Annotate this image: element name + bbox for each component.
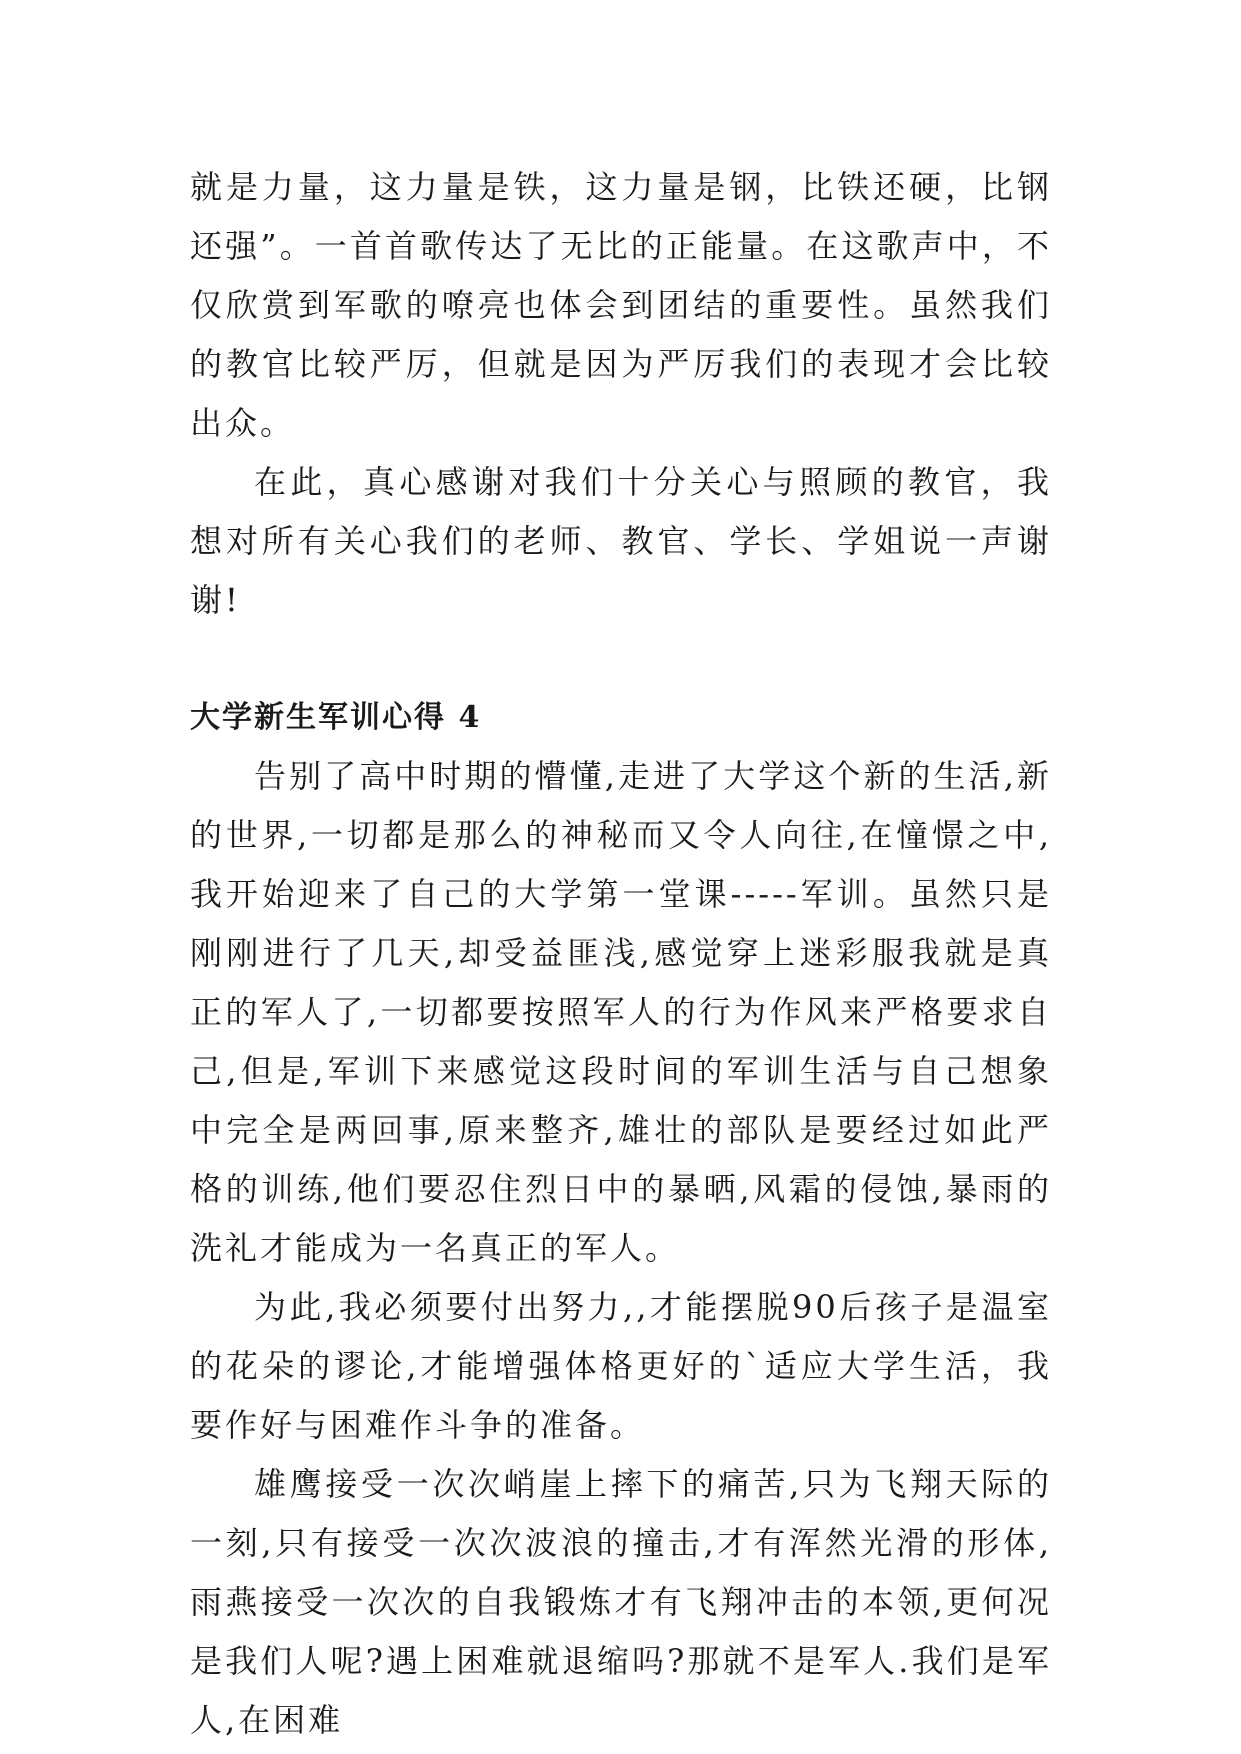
paragraph-effort: 为此,我必须要付出努力,,才能摆脱90后孩子是温室的花朵的谬论,才能增强体格更好的`适应大学生活，我要作好与困难作斗争的准备。 [190,1288,1052,1444]
paragraph-intro: 告别了高中时期的懵懂,走进了大学这个新的生活,新的世界,一切都是那么的神秘而又令人向往,在憧憬之中,我开始迎来了自己的大学第一堂课-----军训。虽然只是刚刚进行了几天,却受益匪浅,感觉穿上迷彩服我就是真正的军人了,一切都要按照军人的行为作风来严格要求自己,但是,军训下来感觉这段时间的军训生活与自己想象中完全是两回事,原来整齐,雄壮的部队是要经过如此严格的训练,他们要忍住烈日中的暴晒,风霜的侵蚀,暴雨的洗礼才能成为一名真正的军人。 [190,757,1052,1267]
document-page [190,158,1052,1750]
paragraph-eagle: 雄鹰接受一次次峭崖上摔下的痛苦,只为飞翔天际的一刻,只有接受一次次波浪的撞击,才有浑然光滑的形体,雨燕接受一次次的自我锻炼才有飞翔冲击的本领,更何况是我们人呢?遇上困难就退缩吗?那就不是军人.我们是军人,在困难 [190,1465,1052,1739]
paragraph-continuation: 就是力量，这力量是铁，这力量是钢，比铁还硬，比钢还强”。一首首歌传达了无比的正能量。在这歌声中，不仅欣赏到军歌的嘹亮也体会到团结的重要性。虽然我们的教官比较严厉，但就是因为严厉我们的表现才会比较出众。 [190,168,1052,442]
paragraph-thanks: 在此，真心感谢对我们十分关心与照顾的教官，我想对所有关心我们的老师、教官、学长、学姐说一声谢谢! [190,463,1052,619]
section-heading: 大学新生军训心得 4 [190,700,482,735]
